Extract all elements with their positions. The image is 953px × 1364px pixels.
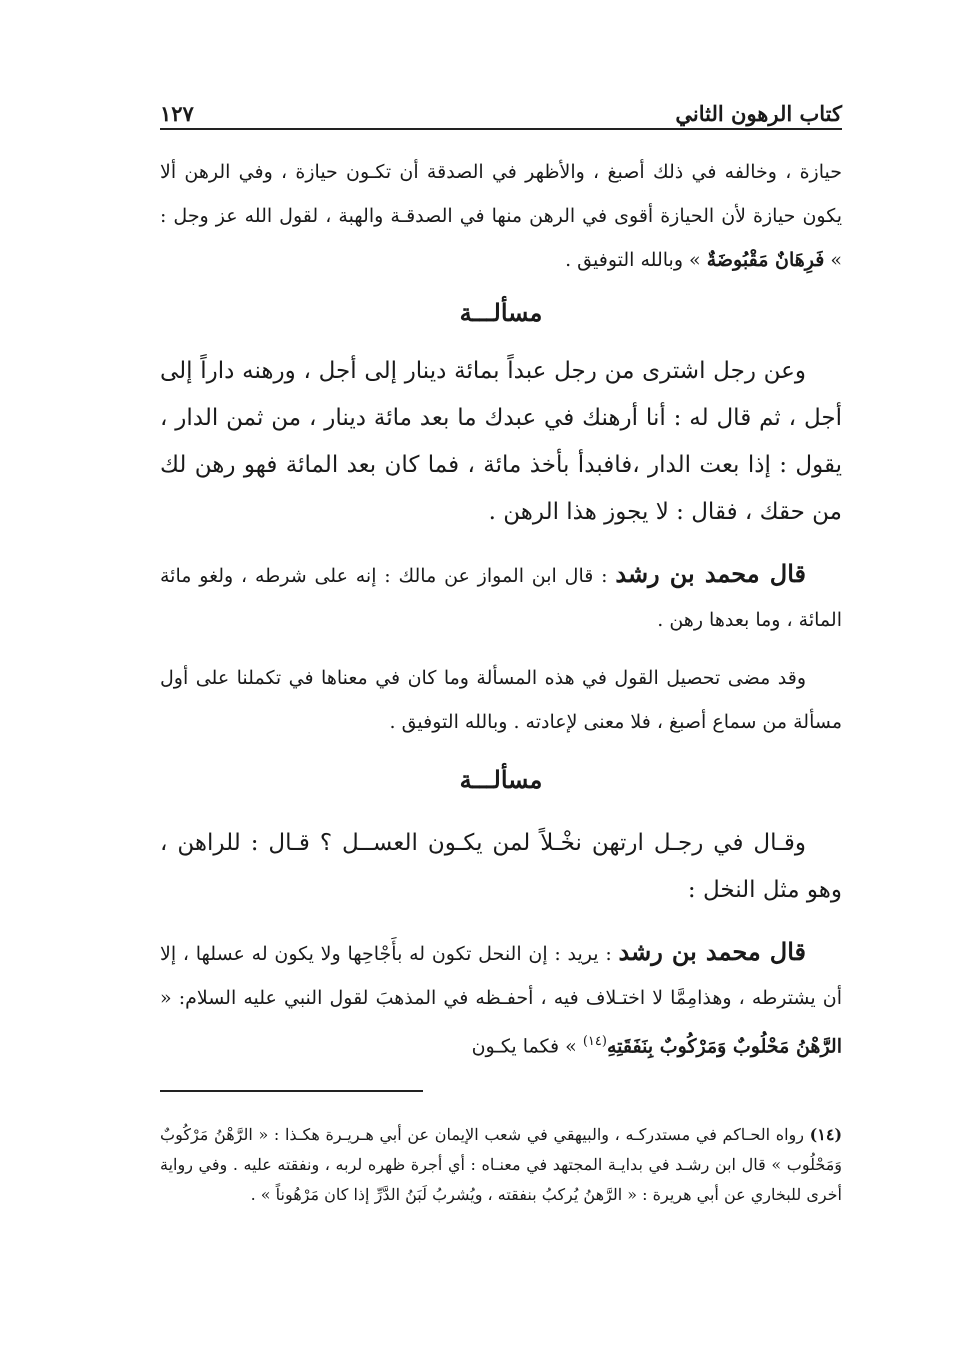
question-text-2: وقـال في رجـل ارتهن نخْـلاً لمن يكـون العســل ؟ قـال : للراهن ، وهو مثل النخل : xyxy=(160,830,842,903)
footnote-reference[interactable]: (١٤) xyxy=(582,1034,607,1049)
question-text-1: وعن رجل اشترى من رجل عبداً بمائة دينار إلى أجل ، ورهنه داراً إلى أجل ، ثم قال له : أنا أرهنك في عبدك ما بعد مائة دينار ، من ثمن الدار ، يقول : إذا بعت الدار ،فافبدأ بأخذ مائة ، فما كان بعد المائة فهو رهن لك من حقك ، فقال : لا يجوز هذا الرهن . xyxy=(160,358,843,525)
section-heading-1: مسألـــة xyxy=(459,298,543,327)
book-title: كتاب الرهون الثاني xyxy=(675,101,842,126)
footnote xyxy=(160,1120,842,1210)
header-rule xyxy=(160,128,842,130)
opening-paragraph xyxy=(160,150,842,282)
commentary-paragraph-2 xyxy=(160,930,842,1068)
question-paragraph-1 xyxy=(160,348,842,536)
page-number: ١٢٧ xyxy=(160,101,194,126)
opening-text: حيازة ، وخالفه في ذلك أصبغ ، والأظهر في الصدقة أن تكـون حيازة ، وفي الرهن ألا يكون حيازة لأن الحيازة أقوى في الرهن منها في الصدقـة والهبة ، لقول الله عز وجل : » xyxy=(160,161,842,271)
note-paragraph xyxy=(160,656,842,744)
running-header xyxy=(160,86,842,126)
quran-quote: فَرِهَانٌ مَقْبُوضَةٌ xyxy=(706,249,825,271)
speaker-label: قال محمد بن رشد xyxy=(618,937,806,966)
footnote-marker: (١٤) xyxy=(809,1125,843,1144)
opening-end: » وبالله التوفيق . xyxy=(565,249,701,271)
commentary-text-2: : يريد : إن النحل تكون له بأَجْاحِها ولا يكون له عسلها ، إلا أن يشترطه ، وهذامِمَّا لا اختـلاف فيه ، أحفـظه في المذهبَ لقول النبي عليه السلام: « xyxy=(160,943,842,1009)
footnote-rule xyxy=(160,1090,423,1092)
hadith-quote: الرَّهْنُ مَحْلُوبٌ وَمَرْكُوبٌ بِنَفَقَتِهِ xyxy=(606,1035,842,1058)
commentary-end-2: » فكما يكـون xyxy=(471,1035,577,1058)
commentary-text-1: : قال ابن المواز عن مالك : إنه على شرطه ، ولغو مائة المائة ، وما بعدها رهن . xyxy=(160,565,842,631)
question-paragraph-2 xyxy=(160,820,842,914)
section-heading-2: مسألـــة xyxy=(459,765,543,794)
footnote-text: رواه الحـاكم في مستدركـه ، والبيهقي في شعب الإيمان عن أبي هـريـرة هكـذا : « الرَّهْنُ مَرْكُوبٌ وَمَحْلُوب » قال ابن رشـد في بدايـة المجتهد في معنـاه : أي أجرة ظهره لربه ، ونفقته عليه . وفي رواية أخرى للبخاري عن أبي هريرة : « الرَّهنُ يُركبُ بنفقته ، ويُشربُ لَبَنُ الدَّرِّ إذا كان مَرْهُوناً » . xyxy=(160,1125,842,1204)
commentary-paragraph-1 xyxy=(160,552,842,642)
book-page xyxy=(160,0,842,1364)
note-text: وقد مضى تحصيل القول في هذه المسألة وما كان في معناها في تكملنا على أول مسألة من سماع أصبغ ، فلا معنى لإعادته . وبالله التوفيق . xyxy=(160,667,842,733)
speaker-label: قال محمد بن رشد xyxy=(615,559,806,588)
